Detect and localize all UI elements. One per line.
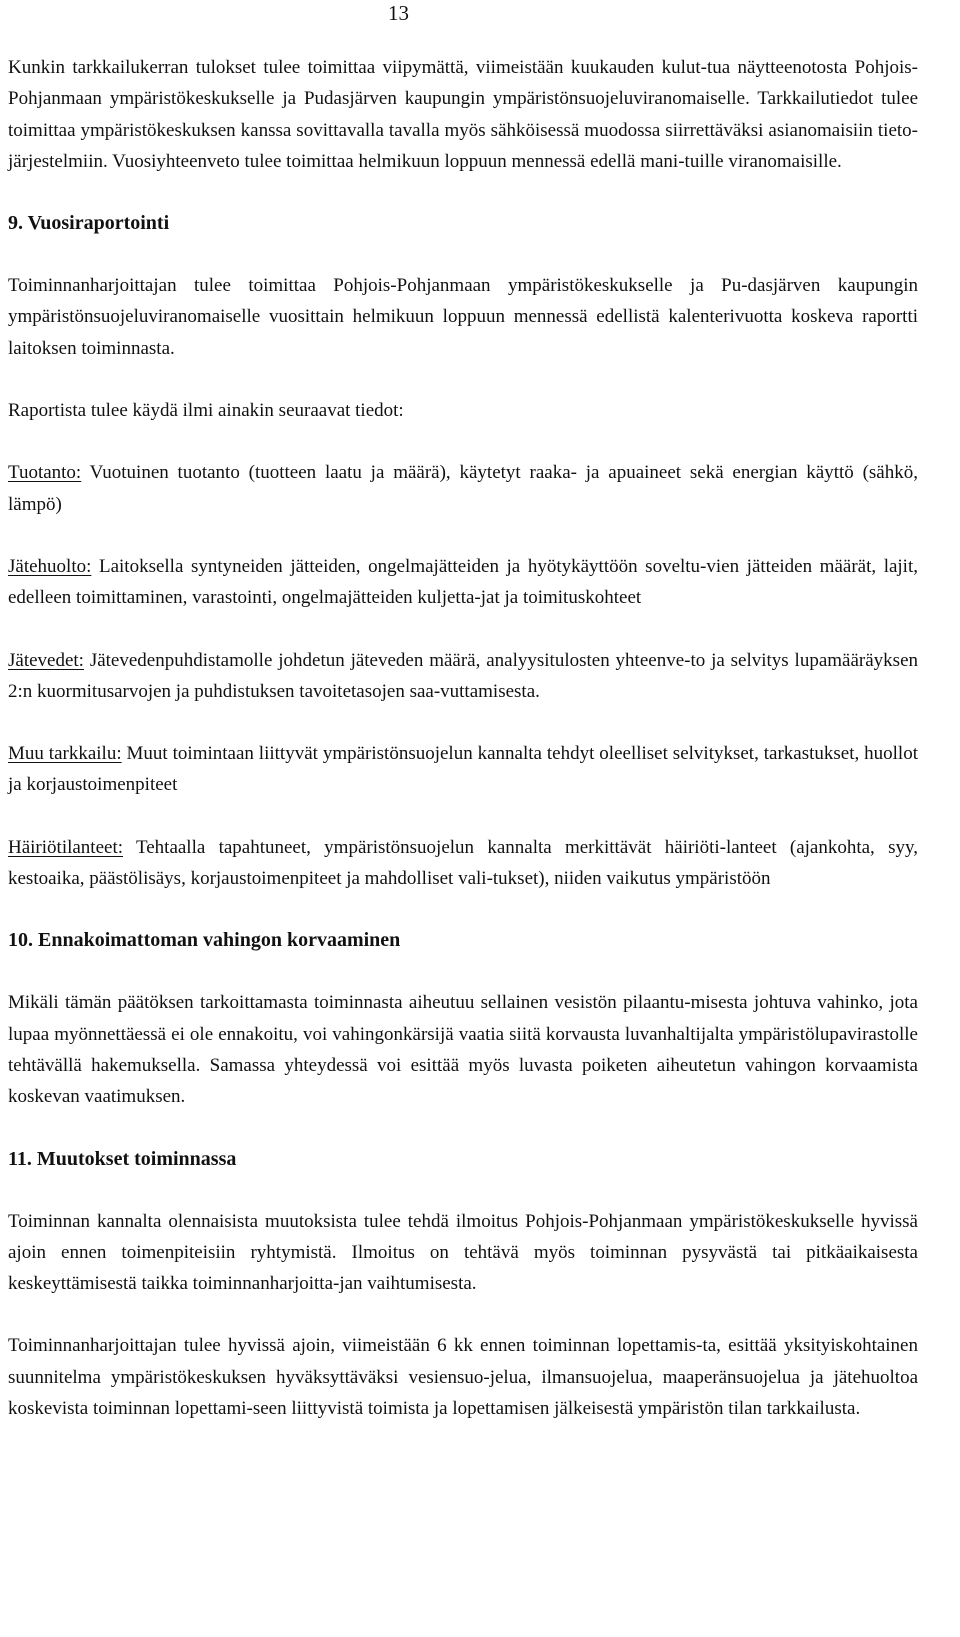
report-item-text: Tehtaalla tapahtuneet, ympäristönsuojelun kannalta merkittävät häiriöti-lanteet (ajankohta, syy, kestoaika, päästölisäys, korjaustoimenpiteet ja mahdolliset vali-tukset), niiden vaikutus ympäristöön: [8, 836, 918, 890]
section-11-paragraph-1: Toiminnan kannalta olennaisista muutoksista tulee tehdä ilmoitus Pohjois-Pohjanmaan ympäristökeskukselle hyvissä ajoin ennen toimenpiteisiin ryhtymistä. Ilmoitus on tehtävä myös toiminnan pysyvästä tai pitkäaikaisesta keskeyttämisestä taikka toiminnanharjoitta-jan vaihtumisesta.: [8, 1210, 918, 1295]
intro-paragraph: Kunkin tarkkailukerran tulokset tulee toimittaa viipymättä, viimeistään kuukauden kulut-tua näytteenotosta Pohjois-Pohjanmaan ympäristökeskukselle ja Pudasjärven kaupungin ympäristönsuojeluviranomaiselle. Tarkkailutiedot tulee toimittaa ympäristökeskuksen kanssa sovittavalla tavalla myös sähköisessä muodossa siirrettäväksi asianomaisiin tieto-järjestelmiin. Vuosiyhteenveto tulee toimittaa helmikuun loppuun mennessä edellä mani-tuille viranomaisille.: [8, 57, 918, 172]
page-number: 13: [388, 1, 409, 25]
report-item-text: Muut toimintaan liittyvät ympäristönsuojelun kannalta tehdyt oleelliset selvitykset, tarkastukset, huollot ja korjaustoimenpiteet: [8, 743, 918, 796]
report-item-other-monitoring: [8, 738, 918, 801]
report-item-disturbances: [8, 832, 918, 895]
report-item-text: Jätevedenpuhdistamolle johdetun jäteveden määrä, analyysitulosten yhteenve-to ja selvitys lupamääräyksen 2:n kuormitusarvojen ja puhdistuksen tavoitetasojen saa-vuttamisesta.: [8, 649, 918, 702]
section-9-paragraph-1: Toiminnanharjoittajan tulee toimittaa Pohjois-Pohjanmaan ympäristökeskukselle ja Pu-dasjärven kaupungin ympäristönsuojeluviranomaiselle vuosittain helmikuun loppuun mennessä edellistä kalenterivuotta koskeva raportti laitoksen toiminnasta.: [8, 275, 918, 359]
document-body: [8, 52, 918, 1424]
report-item-label: Muu tarkkailu:: [8, 743, 122, 765]
report-item-label: Häiriötilanteet:: [8, 836, 124, 858]
report-item-text: Laitoksella syntyneiden jätteiden, ongelmajätteiden ja hyötykäyttöön soveltu-vien jätteiden määrät, lajit, edelleen toimittaminen, varastointi, ongelmajätteiden kuljetta-jat ja toimituskohteet: [8, 555, 918, 609]
report-item-production: [8, 457, 918, 520]
section-10-heading: 10. Ennakoimattoman vahingon korvaaminen: [8, 929, 401, 952]
section-11-heading: 11. Muutokset toiminnassa: [8, 1147, 237, 1170]
report-item-waste: [8, 551, 918, 614]
report-item-text: Vuotuinen tuotanto (tuotteen laatu ja määrä), käytetyt raaka- ja apuaineet sekä energian käyttö (sähkö, lämpö): [8, 462, 918, 515]
report-item-wastewater: [8, 645, 918, 708]
report-item-label: Tuotanto:: [8, 462, 82, 484]
section-10-paragraph-1: Mikäli tämän päätöksen tarkoittamasta toiminnasta aiheutuu sellainen vesistön pilaantu-misesta johtuva vahinko, jota lupaa myönnettäessä ei ole ennakoitu, voi vahingonkärsijä vaatia siitä korvausta luvanhaltijalta ympäristölupavirastolle tehtävällä hakemuksella. Samassa yhteydessä voi esittää myös luvasta poiketen aiheutetun vahingon korvaamista koskevan vaatimuksen.: [8, 992, 918, 1108]
section-9-paragraph-2: Raportista tulee käydä ilmi ainakin seuraavat tiedot:: [8, 400, 404, 422]
report-item-label: Jätehuolto:: [8, 555, 92, 577]
section-11-paragraph-2: Toiminnanharjoittajan tulee hyvissä ajoin, viimeistään 6 kk ennen toiminnan lopettamis-ta, esittää yksityiskohtainen suunnitelma ympäristökeskuksen hyväksyttäväksi vesiensuo-jelua, ilmansuojelua, maaperänsuojelua ja jätehuoltoa koskevista toiminnan lopettami-seen liittyvistä toimista ja lopettamisen jälkeisestä ympäristön tilan tarkkailusta.: [8, 1335, 918, 1420]
section-9-heading: 9. Vuosiraportointi: [8, 212, 170, 235]
report-item-label: Jätevedet:: [8, 649, 84, 671]
